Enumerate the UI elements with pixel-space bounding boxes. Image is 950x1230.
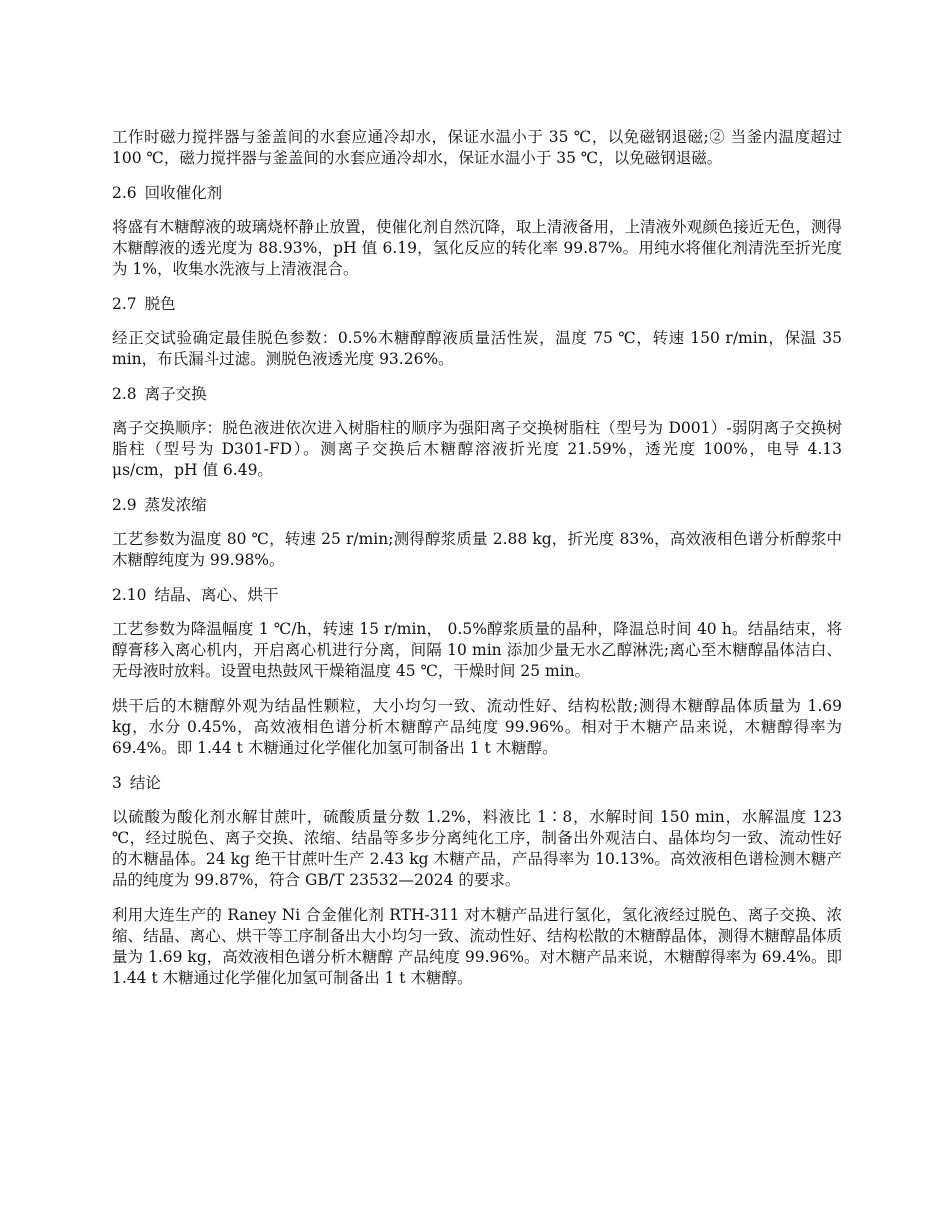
paragraph-crystallization-process: 工艺参数为降温幅度 1 ℃/h，转速 15 r/min， 0.5%醇浆质量的晶种，降温总时间 40 h。结晶结束，将醇膏移入离心机内，开启离心机进行分离，间隔 10 min 添加少量无水乙醇淋洗;离心至木糖醇晶体洁白、无母液时放料。设置电热鼓风干燥箱温度 45 ℃，干燥时间 25 min。: [112, 620, 842, 680]
paragraph-evaporation: 工艺参数为温度 80 ℃，转速 25 r/min;测得醇浆质量 2.88 kg，折光度 83%，高效液相色谱分析醇浆中木糖醇纯度为 99.98%。: [112, 530, 842, 569]
paragraph-conclusion-xylitol: 利用大连生产的 Raney Ni 合金催化剂 RTH-311 对木糖产品进行氢化，氢化液经过脱色、离子交换、浓缩、结晶、离心、烘干等工序制备出大小均匀一致、流动性好、结构松散的木糖醇晶体，测得木糖醇晶体质量为 1.69 kg，高效液相色谱分析木糖醇 产品纯度 99.96%。对木糖产品来说，木糖醇得率为 69.4%。即 1.44 t 木糖通过化学催化加氢可制备出 1 t 木糖醇。: [112, 906, 842, 987]
section-heading-2-9: [112, 495, 842, 516]
section-title: 回收催化剂: [144, 184, 223, 202]
paragraph-decolorization: 经正交试验确定最佳脱色参数：0.5%木糖醇醇液质量活性炭，温度 75 ℃，转速 150 r/min，保温 35 min，布氏漏斗过滤。测脱色液透光度 93.26%。: [112, 329, 842, 368]
paragraph-conclusion-xylose: 以硫酸为酸化剂水解甘蔗叶，硫酸质量分数 1.2%，料液比 1∶8，水解时间 150 min，水解温度 123 ℃，经过脱色、离子交换、浓缩、结晶等多步分离纯化工序，制备出外观洁白、晶体均匀一致、流动性好的木糖晶体。24 kg 绝干甘蔗叶生产 2.43 kg 木糖产品，产品得率为 10.13%。高效液相色谱检测木糖产品的纯度为 99.87%，符合 GB/T 23532—2024 的要求。: [112, 808, 842, 889]
section-number: 2.10: [112, 586, 147, 604]
document-body: [112, 127, 842, 1003]
section-title: 结晶、离心、烘干: [154, 586, 279, 604]
section-number: 2.9: [112, 496, 137, 514]
section-heading-2-6: [112, 183, 842, 204]
section-title: 离子交换: [144, 385, 207, 403]
section-heading-3: [112, 773, 842, 794]
section-title: 脱色: [144, 295, 176, 313]
section-title: 蒸发浓缩: [144, 496, 207, 514]
paragraph-ion-exchange: 离子交换顺序：脱色液进依次进入树脂柱的顺序为强阳离子交换树脂柱（型号为 D001）-弱阴离子交换树脂柱（型号为 D301-FD）。测离子交换后木糖醇溶液折光度 21.59%，透光度 100%，电导 4.13 μs/cm，pH 值 6.49。: [112, 419, 842, 479]
paragraph-catalyst-recovery: 将盛有木糖醇液的玻璃烧杯静止放置，使催化剂自然沉降，取上清液备用，上清液外观颜色接近无色，测得木糖醇液的透光度为 88.93%，pH 值 6.19，氢化反应的转化率 99.87%。用纯水将催化剂清洗至折光度为 1%，收集水洗液与上清液混合。: [112, 218, 842, 278]
section-number: 2.8: [112, 385, 137, 403]
section-heading-2-7: [112, 294, 842, 315]
section-number: 2.6: [112, 184, 137, 202]
paragraph-magnetic-stirrer: 工作时磁力搅拌器与釜盖间的水套应通冷却水，保证水温小于 35 ℃，以免磁钢退磁;② 当釜内温度超过 100 ℃，磁力搅拌器与釜盖间的水套应通冷却水，保证水温小于 35 ℃，以免磁钢退磁。: [112, 128, 842, 167]
paragraph-crystal-results: 烘干后的木糖醇外观为结晶性颗粒，大小均匀一致、流动性好、结构松散;测得木糖醇晶体质量为 1.69 kg，水分 0.45%，高效液相色谱分析木糖醇产品纯度 99.96%。相对于木糖产品来说，木糖醇得率为 69.4%。即 1.44 t 木糖通过化学催化加氢可制备出 1 t 木糖醇。: [112, 697, 842, 757]
section-heading-2-10: [112, 585, 842, 606]
section-heading-2-8: [112, 384, 842, 405]
section-title: 结论: [129, 774, 161, 792]
section-number: 3: [112, 774, 122, 792]
section-number: 2.7: [112, 295, 137, 313]
